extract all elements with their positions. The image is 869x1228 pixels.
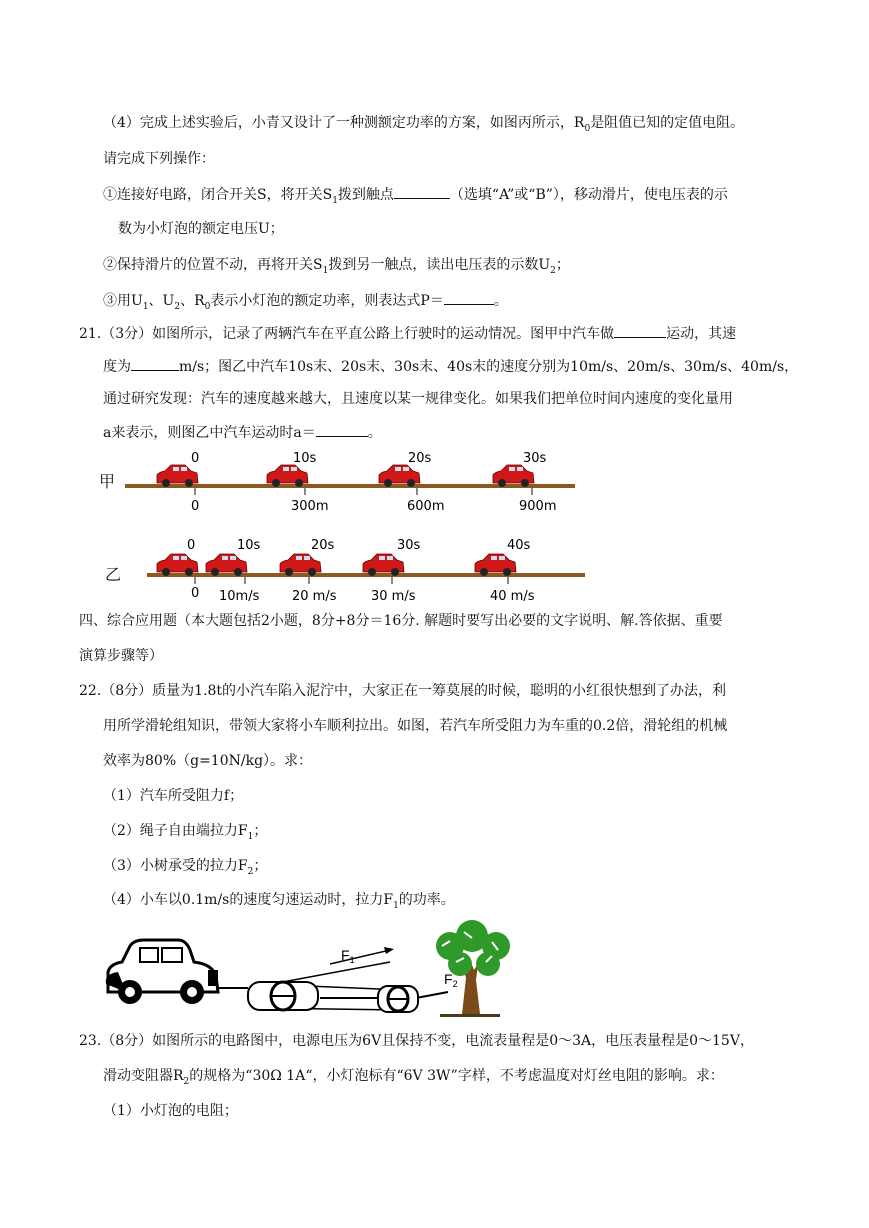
- figure-yi-label: 乙: [105, 565, 122, 584]
- rope: [272, 962, 390, 984]
- time-label: 40s: [507, 538, 531, 553]
- time-label: 0: [191, 451, 200, 466]
- speed-label: 20 m/s: [292, 589, 337, 604]
- q22-item3: （3）小树承受的拉力$F_2$；: [103, 858, 268, 877]
- time-label: 10s: [293, 451, 317, 466]
- q22-line1: 22.（8分）质量为1.8t的小汽车陷入泥泞中，大家正在一筹莫展的时候，聪明的小红很快想到了办法，利: [79, 683, 727, 699]
- q23-line1: 23.（8分）如图所示的电路图中，电源电压为6V且保持不变，电流表量程是0～3A，电压表量程是0～15V，: [79, 1033, 754, 1049]
- q22-line3: 效率为80%（g=10N/kg）。求：: [103, 753, 313, 769]
- distance-label: 300m: [291, 499, 329, 514]
- section4-title: 四、综合应用题（本大题包括2小题，8分+8分＝16分. 解题时要写出必要的文字说明、解.答依据、重要: [79, 613, 723, 629]
- pulley-figure: [100, 920, 525, 1020]
- speed-label: 10m/s: [219, 589, 260, 604]
- arrowhead-icon: [384, 947, 394, 954]
- time-label: 20s: [408, 451, 432, 466]
- q20-step3: ③用$U_1$、$U_2$、$R_0$表示小灯泡的额定功率，则表达式P＝ 。: [103, 290, 508, 317]
- force-label-f2: $F_2$: [444, 971, 458, 989]
- q20-step1-line2: 数为小灯泡的额定电压U；: [118, 221, 284, 237]
- q22-item1: （1）汽车所受阻力f；: [103, 788, 244, 804]
- section4-title-line2: 演算步骤等）: [79, 648, 163, 664]
- force-arrow: [330, 950, 390, 964]
- car-icon: [157, 554, 198, 576]
- q22-item2: （2）绳子自由端拉力$F_1$；: [103, 823, 268, 842]
- q21-line2: 度为 m/s；图乙中汽车10s末、20s末、30s末、40s末的速度分别为10m/s、20m/s、30m/s、40m/s，: [103, 356, 798, 377]
- distance-label: 0: [191, 499, 200, 514]
- q22-item4: （4）小车以0.1m/s的速度匀速运动时，拉力$F_1$的功率。: [103, 892, 455, 911]
- answer-blank[interactable]: [614, 323, 666, 338]
- q20-step1: ①连接好电路，闭合开关S，将开关$S_1$拨到触点 （选填“A”或“B”），移动滑片，使电压表的示: [103, 184, 728, 211]
- speed-label: 40 m/s: [490, 589, 535, 604]
- answer-blank[interactable]: [316, 422, 368, 437]
- car-icon: [106, 940, 218, 1004]
- q22-line2: 用所学滑轮组知识，带领大家将小车顺利拉出。如图，若汽车所受阻力为车重的0.2倍，滑轮组的机械: [103, 718, 728, 734]
- distance-label: 900m: [519, 499, 557, 514]
- speed-label: 30 m/s: [371, 589, 416, 604]
- answer-blank[interactable]: [131, 356, 179, 371]
- pulley-icon: [378, 986, 418, 1012]
- q20-item4: （4）完成上述实验后，小青又设计了一种测额定功率的方案，如图丙所示，$R_0$是阻值已知的定值电阻。: [103, 115, 745, 134]
- time-label: 30s: [523, 451, 547, 466]
- car-icon: [280, 554, 321, 576]
- distance-label: 600m: [407, 499, 445, 514]
- q23-line2: 滑动变阻器$R_2$的规格为“30Ω 1A“，小灯泡标有“6V 3W”字样，不考虑温度对灯丝电阻的影响。求：: [103, 1068, 724, 1087]
- q21-line4: a来表示，则图乙中汽车运动时a＝ 。: [103, 422, 382, 443]
- speed-label: 0: [191, 586, 200, 601]
- time-label: 30s: [397, 538, 421, 553]
- answer-blank[interactable]: [394, 184, 450, 199]
- car-icon: [363, 554, 404, 576]
- car-icon: [157, 465, 198, 487]
- answer-blank[interactable]: [444, 290, 494, 305]
- car-icon: [379, 465, 420, 487]
- car-icon: [267, 465, 308, 487]
- q21-line1: 21.（3分）如图所示，记录了两辆汽车在平直公路上行驶时的运动情况。图甲中汽车做 运动，其速: [79, 323, 736, 344]
- car-icon: [206, 554, 247, 576]
- time-label: 20s: [311, 538, 335, 553]
- pulley-icon: [248, 982, 318, 1010]
- q21-line3: 通过研究发现：汽车的速度越来越大，且速度以某一规律变化。如果我们把单位时间内速度的变化量用: [103, 391, 733, 407]
- figure-yi: [105, 538, 585, 604]
- q20-step2: ②保持滑片的位置不动，再将开关$S_1$拨到另一触点，读出电压表的示数$U_2$；: [103, 257, 570, 276]
- time-label: 10s: [237, 538, 261, 553]
- car-icon: [475, 554, 516, 576]
- figure-jia: [99, 451, 575, 514]
- car-icon: [493, 465, 534, 487]
- rope: [416, 992, 448, 998]
- force-label-f1: $F_1$: [341, 947, 355, 965]
- tree-icon: [436, 920, 510, 1017]
- q20-item4-line2: 请完成下列操作：: [103, 151, 215, 167]
- figure-jia-label: 甲: [99, 472, 116, 491]
- q23-item1: （1）小灯泡的电阻；: [103, 1103, 238, 1119]
- car-motion-figure: [95, 445, 595, 605]
- time-label: 0: [187, 538, 196, 553]
